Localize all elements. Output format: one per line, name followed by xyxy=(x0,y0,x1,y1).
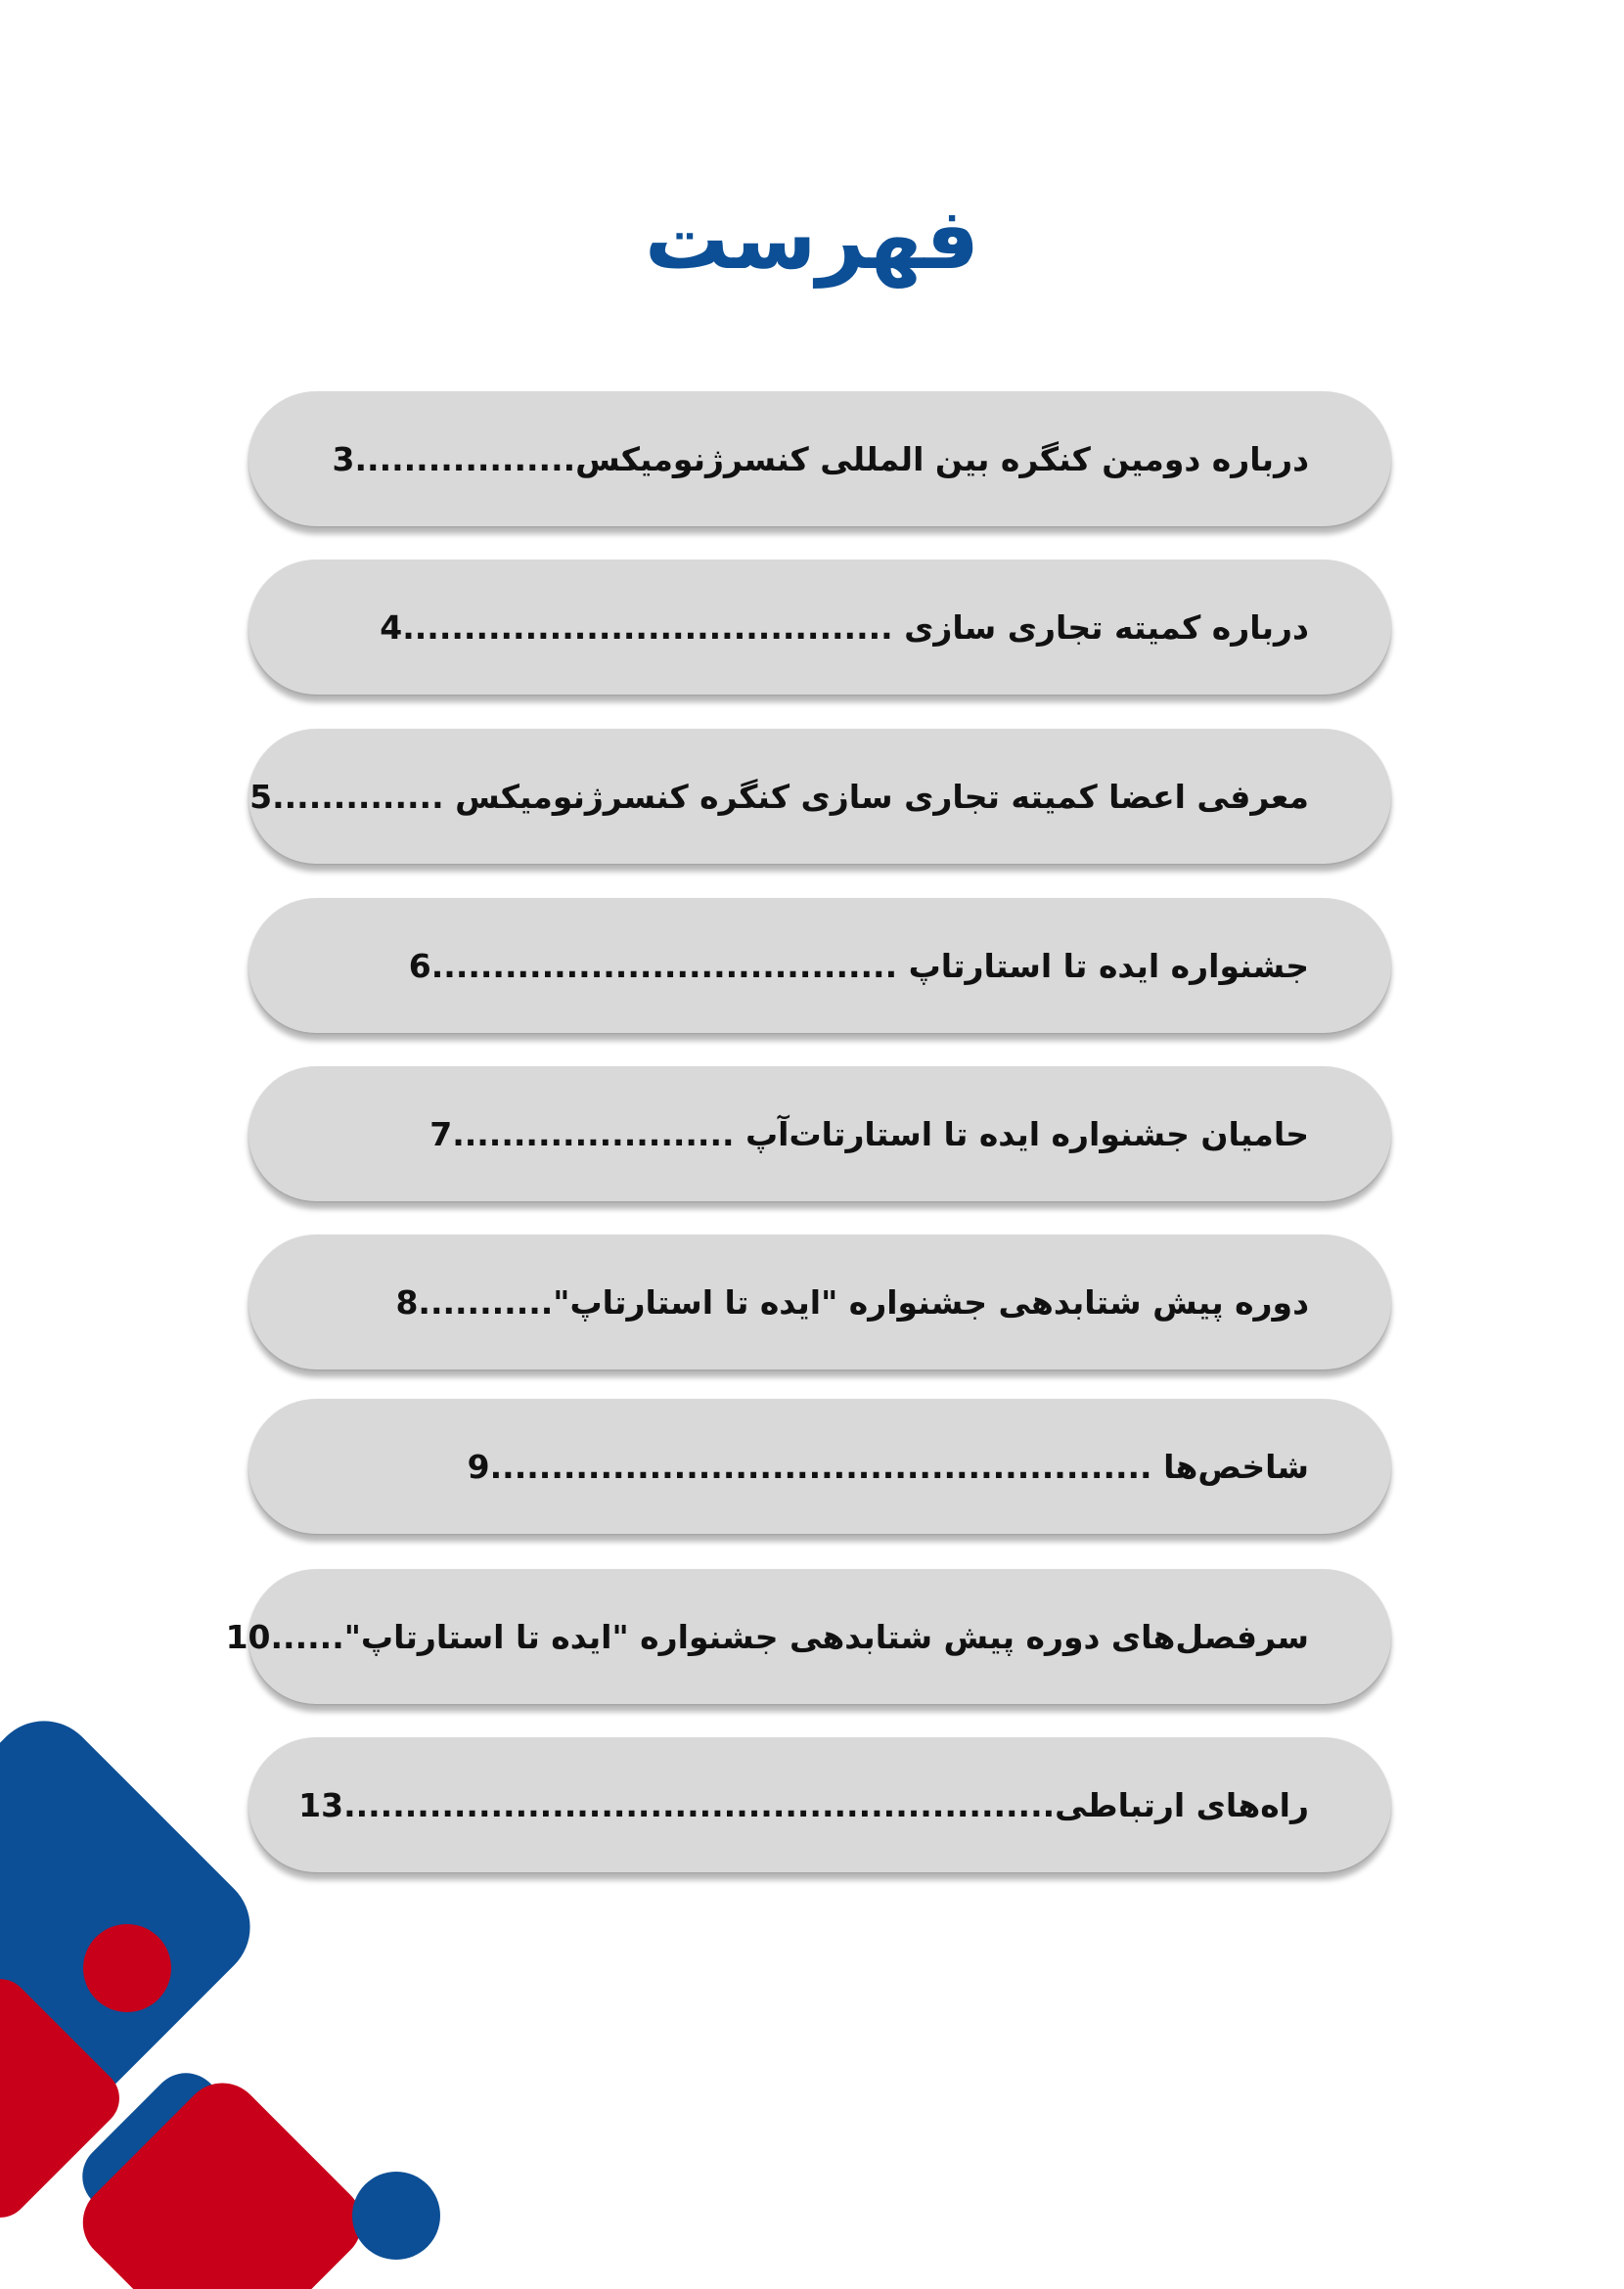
toc-item-label: جشنواره ایده تا استارتاپ ......................................6 xyxy=(408,946,1309,985)
toc-item-label: راه‌های ارتباطی..........................................................13 xyxy=(298,1785,1309,1824)
toc-item-label: سرفصل‌های دوره پیش شتابدهی جشنواره "ایده تا استارتاپ"......10 xyxy=(225,1617,1309,1656)
red-circle-shape xyxy=(83,1924,171,2012)
toc-item[interactable] xyxy=(248,560,1391,695)
toc-item[interactable] xyxy=(248,1399,1391,1534)
toc-item-label: دوره پیش شتابدهی جشنواره "ایده تا استارتاپ"...........8 xyxy=(395,1282,1309,1322)
toc-item-label: درباره کمیته تجاری سازی ........................................4 xyxy=(380,607,1309,647)
decorative-shapes xyxy=(0,1683,460,2289)
toc-item-label: معرفی اعضا کمیته تجاری سازی کنگره کنسرژنومیکس ..............5 xyxy=(249,777,1309,816)
toc-item[interactable] xyxy=(248,898,1391,1033)
blue-circle-shape xyxy=(352,2172,440,2260)
toc-item-label: درباره دومین کنگره بین المللی کنسرژنومیکس..................3 xyxy=(332,439,1309,478)
toc-item[interactable] xyxy=(248,1234,1391,1369)
page-title: فهرست xyxy=(644,191,980,289)
toc-item[interactable] xyxy=(248,391,1391,526)
toc-item[interactable] xyxy=(248,1066,1391,1201)
toc-item[interactable] xyxy=(248,729,1391,864)
toc-item-label: حامیان جشنواره ایده تا استارتات‌آپ .......................7 xyxy=(429,1114,1309,1153)
toc-item-label: شاخص‌ها ......................................................9 xyxy=(467,1447,1309,1486)
